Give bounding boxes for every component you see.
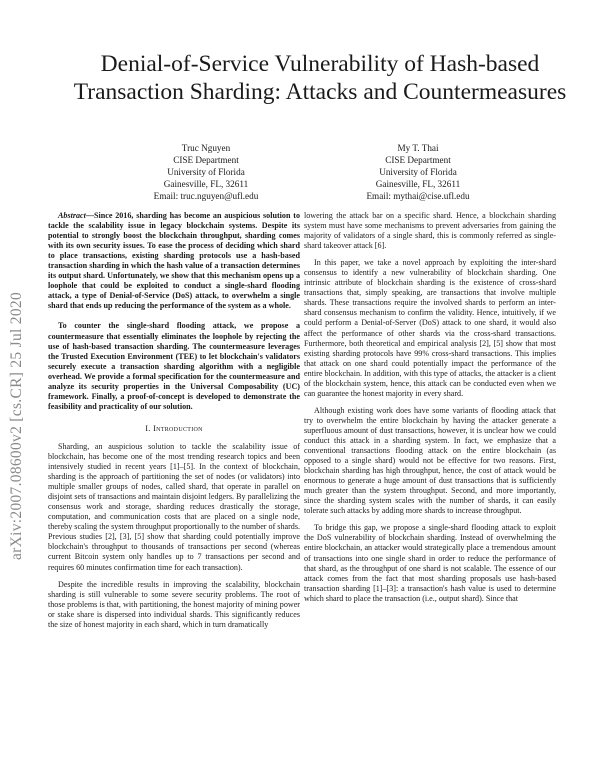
author-block-1 <box>86 142 326 202</box>
body-paragraph: To bridge this gap, we propose a single-shard flooding attack to exploit the DoS vulnerability of blockchain sharding. Instead of overwhelming the entire blockchain, an attacker would strategically place a tremendous amount of transactions into one single shard in order to reduce the performance of that shard, as the throughput of one shard is not scalable. The essence of our attack comes from the fact that most sharding proposals use hash-based transaction sharding [1]–[3]: a transaction's hash value is used to determine which shard to place the transaction (i.e., output shard). Since that <box>304 523 556 603</box>
abstract-paragraph-2: To counter the single-shard flooding attack, we propose a countermeasure that essentially eliminates the loophole by rejecting the use of hash-based transaction sharding. The countermeasure leverages the Trusted Execution Environment (TEE) to let blockchain's validators securely execute a transaction sharding algorithm with a negligible overhead. We provide a formal specification for the countermeasure and analyze its security properties in the Universal Composability (UC) framework. Finally, a proof-of-concept is developed to demonstrate the feasibility and practicality of our solution. <box>48 321 300 411</box>
author-department: CISE Department <box>385 155 451 165</box>
title-line: Transaction Sharding: Attacks and Countermeasures <box>73 79 567 105</box>
section-heading-introduction: I. Introduction <box>145 423 203 433</box>
left-column <box>48 211 300 630</box>
author-email: Email: mythai@cise.ufl.edu <box>366 191 470 201</box>
body-paragraph: Although existing work does have some variants of flooding attack that try to overwhelm the entire blockchain by having the attacker generate a superfluous amount of dust transactions, however, it is unclear how we could conduct this attack in a sharding system. In fact, we emphasize that a conventional transactions flooding attack on the entire blockchain (as opposed to a single shard) would not be effective for two reasons. First, blockchain sharding has high throughput, hence, the cost of attack would be enormous to generate a huge amount of dust transactions that is sufficiently much greater than the system throughput. Second, and more importantly, since the sharding system scales with the number of shards, it can easily tolerate such attacks by adding more shards to increase throughput. <box>304 405 556 516</box>
abstract-text: —Since 2016, sharding has become an auspicious solution to tackle the scalability issue in legacy blockchain systems. Despite its potential to strongly boost the blockchain throughput, sharding comes with its own security issues. To ease the process of deciding which shard to place transactions, existing sharding protocols use a hash-based transaction sharding in which the hash value of a transaction determines its output shard. Unfortunately, we show that this mechanism opens up a loophole that could be exploited to conduct a single-shard flooding attack, a type of Denial-of-Service (DoS) attack, to overwhelm a single shard that ends up reducing the performance of the system as a whole. <box>48 211 300 311</box>
body-paragraph: Sharding, an auspicious solution to tackle the scalability issue of blockchain, has become one of the most trending research topics and been intensively studied in recent years [1]–[5]. In the context of blockchain, sharding is the approach of partitioning the set of nodes (or validators) into multiple smaller groups of nodes, called shard, that operate in parallel on disjoint sets of transactions and maintain disjoint ledgers. By parallelizing the consensus work and storage, sharding reduces drastically the storage, computation, and communication costs that are placed on a single node, thereby scaling the system throughput proportionally to the number of shards. Previous studies [2], [3], [5] show that sharding could potentially improve blockchain's throughput to thousands of transactions per second (whereas current Bitcoin system only handles up to 7 transactions per second and requires 60 minutes confirmation time for each transaction). <box>48 441 300 572</box>
abstract-paragraph <box>48 211 300 311</box>
body-paragraph: In this paper, we take a novel approach by exploiting the inter-shard consensus to identify a new vulnerability of blockchain sharding. One intrinsic attribute of blockchain sharding is the existence of cross-shard transactions that, simply speaking, are transactions that involve multiple shards. These transactions require the involved shards to perform an inter-shard consensus mechanism to confirm the validity. Hence, intuitively, if we could perform a Denial-of-Server (DoS) attack to one shard, it would also affect the performance of other shards via the cross-shard transactions. Furthermore, both theoretical and empirical analysis [2], [5] show that most existing sharding protocols have 99% cross-shard transactions. This implies that attack on one shard could potentially impact the performance of the entire blockchain. In addition, with this type of attacks, the attacker is a client of the blockchain system, hence, this attack can be conducted even when we can guarantee the honest majority in every shard. <box>304 258 556 398</box>
author-name: Truc Nguyen <box>181 143 231 153</box>
author-department: CISE Department <box>173 155 239 165</box>
author-university: University of Florida <box>379 167 457 177</box>
arxiv-identifier: arXiv:2007.08600v2 [cs.CR] 25 Jul 2020 <box>8 292 25 560</box>
author-location: Gainesville, FL, 32611 <box>375 179 461 189</box>
author-location: Gainesville, FL, 32611 <box>163 179 249 189</box>
right-column <box>304 211 556 604</box>
author-university: University of Florida <box>167 167 245 177</box>
abstract-label: Abstract <box>58 211 86 220</box>
title-line: Denial-of-Service Vulnerability of Hash-based <box>100 51 540 77</box>
author-name: My T. Thai <box>397 143 439 153</box>
body-paragraph-continued: lowering the attack bar on a specific shard. Hence, a blockchain sharding system must have some mechanisms to prevent adversaries from gaining the majority of validators of a single shard, this is commonly referred as single-shard takeover attack [6]. <box>304 211 556 251</box>
paper-title <box>60 50 580 106</box>
body-paragraph: Despite the incredible results in improving the scalability, blockchain sharding is still vulnerable to some severe security problems. The root of those problems is that, with partitioning, the honest majority of mining power or stake share is dispersed into individual shards. This significantly reduces the size of honest majority in each shard, which in turn dramatically <box>48 579 300 629</box>
author-email: Email: truc.nguyen@ufl.edu <box>153 191 259 201</box>
author-block-2 <box>298 142 538 202</box>
